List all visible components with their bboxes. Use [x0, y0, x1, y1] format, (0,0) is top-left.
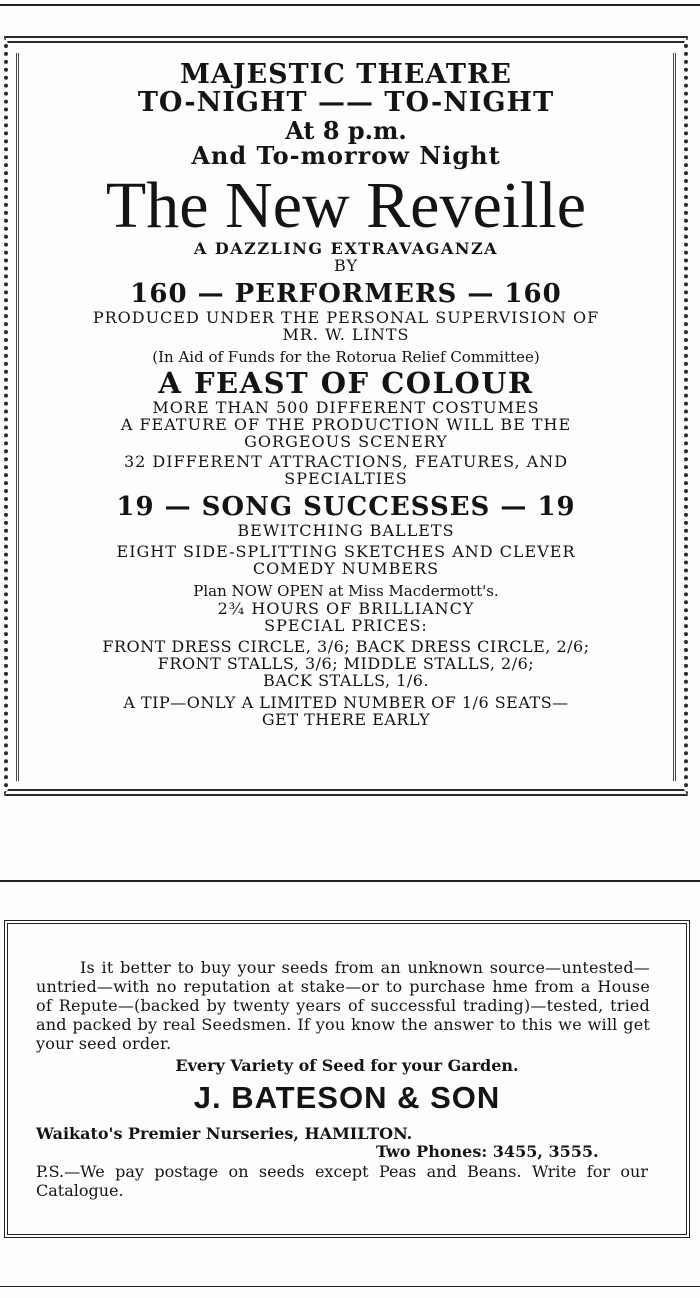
- when-line: TO-NIGHT —— TO-NIGHT: [137, 87, 555, 119]
- theatre-ad-content: [16, 53, 676, 781]
- prices-line-2: FRONT STALLS, 3/6; MIDDLE STALLS, 2/6;: [157, 653, 535, 673]
- tip-line-1: A TIP—ONLY A LIMITED NUMBER OF 1/6 SEATS—: [123, 693, 569, 713]
- show-subtitle: A DAZZLING EXTRAVAGANZA: [193, 239, 499, 259]
- songs-line: 19 — SONG SUCCESSES — 19: [116, 491, 576, 522]
- special-prices-heading: SPECIAL PRICES:: [264, 616, 428, 636]
- prices-line-3: BACK STALLS, 1/6.: [262, 670, 430, 690]
- produced-line-1: PRODUCED UNDER THE PERSONAL SUPERVISION OF: [92, 308, 600, 328]
- tip-line-2: GET THERE EARLY: [261, 710, 431, 730]
- feast-heading: A FEAST OF COLOUR: [158, 365, 534, 400]
- nurseries-line: Waikato's Premier Nurseries, HAMILTON.: [36, 1124, 413, 1143]
- feature-line-1: A FEATURE OF THE PRODUCTION WILL BE THE: [120, 414, 572, 434]
- by-line: BY: [333, 256, 359, 276]
- seed-advertisement: [4, 920, 690, 1238]
- sketches-line-1: EIGHT SIDE-SPLITTING SKETCHES AND CLEVER: [116, 542, 576, 562]
- separator-rule: [0, 880, 700, 882]
- show-title: The New Reveille: [105, 169, 587, 243]
- venue-heading: MAJESTIC THEATRE: [179, 59, 513, 90]
- firm-name: J. BATESON & SON: [193, 1080, 501, 1115]
- show-time: At 8 p.m.: [285, 115, 407, 145]
- performers-line: 160 — PERFORMERS — 160: [130, 278, 562, 309]
- top-rule: [0, 4, 700, 6]
- seed-ad-body: Is it better to buy your seeds from an unknown source—untested—untried—with no reputation at stake—or to purchase hme from a House of Repute—(backed by twenty years of successful trading)—tested, tried and packed by real Seedsmen. If you know the answer to this we will get your seed order.: [36, 958, 650, 1053]
- theatre-advertisement: [4, 36, 688, 796]
- aid-line: (In Aid of Funds for the Rotorua Relief Committee): [152, 347, 540, 366]
- every-variety-line: Every Variety of Seed for your Garden.: [175, 1056, 519, 1075]
- bottom-rule: [0, 1286, 700, 1287]
- attractions-line-1: 32 DIFFERENT ATTRACTIONS, FEATURES, AND: [123, 452, 569, 472]
- costumes-line: MORE THAN 500 DIFFERENT COSTUMES: [152, 398, 540, 417]
- feature-line-2: GORGEOUS SCENERY: [244, 431, 448, 451]
- ballets-line: BEWITCHING BALLETS: [237, 521, 455, 541]
- attractions-line-2: SPECIALTIES: [284, 469, 408, 489]
- tomorrow-line: And To-morrow Night: [191, 140, 501, 170]
- plan-line: Plan NOW OPEN at Miss Macdermott's.: [193, 581, 499, 600]
- hours-line: 2¾ HOURS OF BRILLIANCY: [217, 599, 475, 619]
- prices-line-1: FRONT DRESS CIRCLE, 3/6; BACK DRESS CIRCLE, 2/6;: [102, 637, 590, 657]
- sketches-line-2: COMEDY NUMBERS: [252, 558, 440, 578]
- postscript: P.S.—We pay postage on seeds except Peas and Beans. Write for our Catalogue.: [36, 1162, 648, 1200]
- phones-line: Two Phones: 3455, 3555.: [376, 1142, 599, 1161]
- produced-line-2: MR. W. LINTS: [282, 325, 410, 345]
